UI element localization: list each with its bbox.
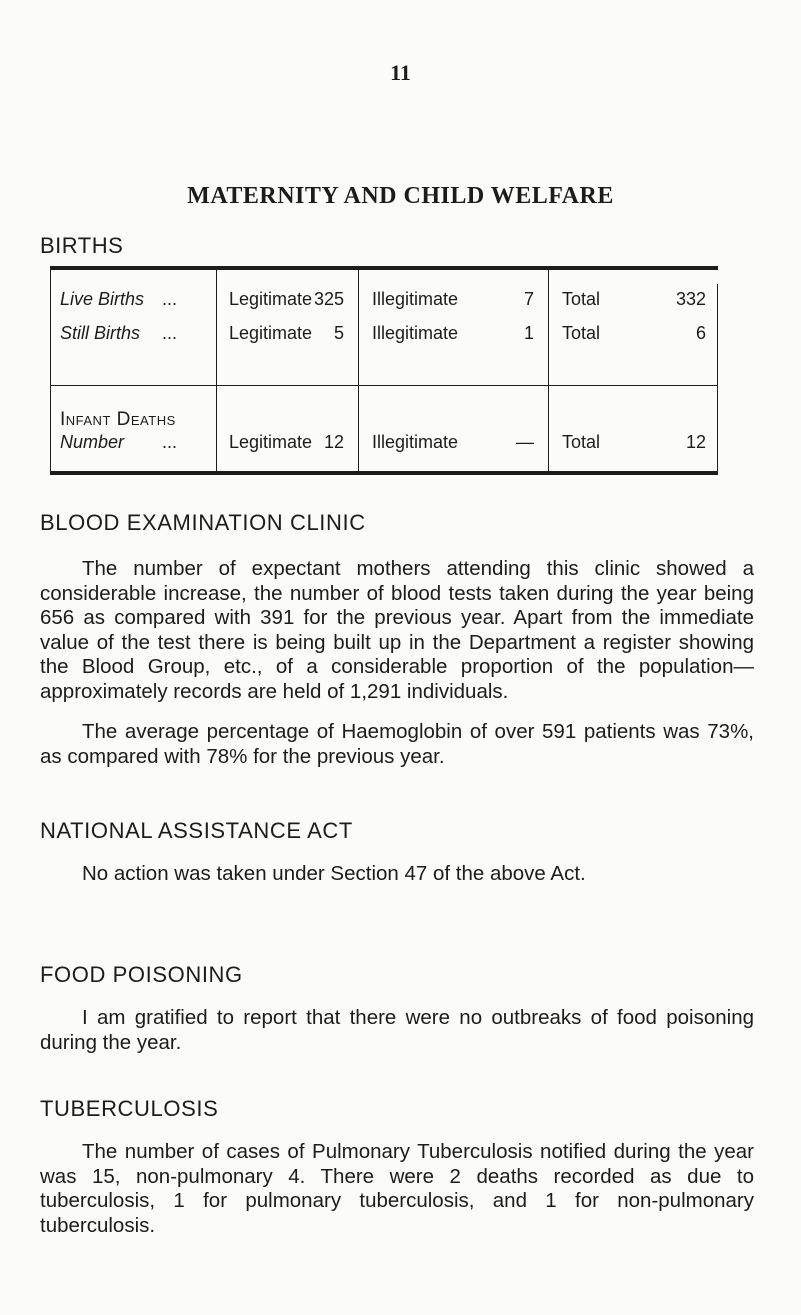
table-left-border	[50, 270, 51, 471]
row-label: Live Births	[60, 289, 145, 309]
column-divider	[216, 270, 217, 471]
table-right-border	[717, 284, 718, 471]
page-title: MATERNITY AND CHILD WELFARE	[187, 183, 614, 209]
total-label: Total	[562, 323, 601, 343]
column-divider	[358, 270, 359, 471]
legitimate-label: Legitimate	[229, 432, 313, 452]
national-paragraph: No action was taken under Section 47 of the above Act.	[82, 862, 586, 885]
legitimate-value: 12	[323, 432, 344, 452]
total-value: 6	[695, 323, 706, 343]
section-heading-blood-examination: BLOOD EXAMINATION CLINIC	[40, 510, 366, 535]
row-dots: ...	[162, 432, 178, 452]
total-value: 332	[675, 289, 706, 309]
total-label: Total	[562, 289, 601, 309]
legitimate-label: Legitimate	[229, 323, 313, 343]
section-heading-food-poisoning: FOOD POISONING	[40, 962, 243, 987]
tuberculosis-paragraph: The number of cases of Pulmonary Tuberculosis notified during the year was 15, non-pulmonary 4. There were 2 deaths recorded as due to tuberculosis, 1 for pulmonary tuberculosis, and 1 for non-pulmonary tuberculosis.	[40, 1140, 754, 1237]
illegitimate-value: —	[516, 432, 534, 452]
legitimate-label: Legitimate	[229, 289, 313, 309]
illegitimate-label: Illegitimate	[372, 323, 459, 343]
births-heading: BIRTHS	[40, 233, 124, 258]
illegitimate-value: 1	[523, 323, 534, 343]
total-label: Total	[562, 432, 601, 452]
row-label: Number	[60, 432, 125, 452]
row-dots: ...	[162, 289, 178, 309]
table-bottom-rule	[50, 471, 718, 475]
blood-paragraph-2: The average percentage of Haemoglobin of over 591 patients was 73%, as compared with 78% for the previous year.	[40, 720, 754, 768]
illegitimate-label: Illegitimate	[372, 289, 459, 309]
blood-paragraph-1: The number of expectant mothers attending this clinic showed a considerable increase, the number of blood tests taken during the year being 656 as compared with 391 for the previous year. Apart from the immediate value of the test there is being built up in the Department a register showing the Blood Group, etc., of a considerable proportion of the population—approximately records are held of 1,291 individuals.	[40, 557, 754, 703]
infant-deaths-heading: Infant Deaths	[60, 409, 176, 430]
illegitimate-label: Illegitimate	[372, 432, 459, 452]
row-divider	[50, 385, 718, 386]
row-dots: ...	[162, 323, 178, 343]
section-heading-national-assistance: NATIONAL ASSISTANCE ACT	[40, 818, 353, 843]
food-paragraph: I am gratified to report that there were no outbreaks of food poisoning during the year.	[40, 1006, 754, 1054]
births-table	[50, 266, 718, 478]
legitimate-value: 5	[333, 323, 344, 343]
legitimate-value: 325	[313, 289, 344, 309]
section-heading-tuberculosis: TUBERCULOSIS	[40, 1096, 219, 1121]
page-number: 11	[390, 60, 411, 85]
column-divider	[548, 270, 549, 471]
row-label: Still Births	[60, 323, 141, 343]
table-top-rule	[50, 266, 718, 270]
total-value: 12	[685, 432, 706, 452]
illegitimate-value: 7	[523, 289, 534, 309]
